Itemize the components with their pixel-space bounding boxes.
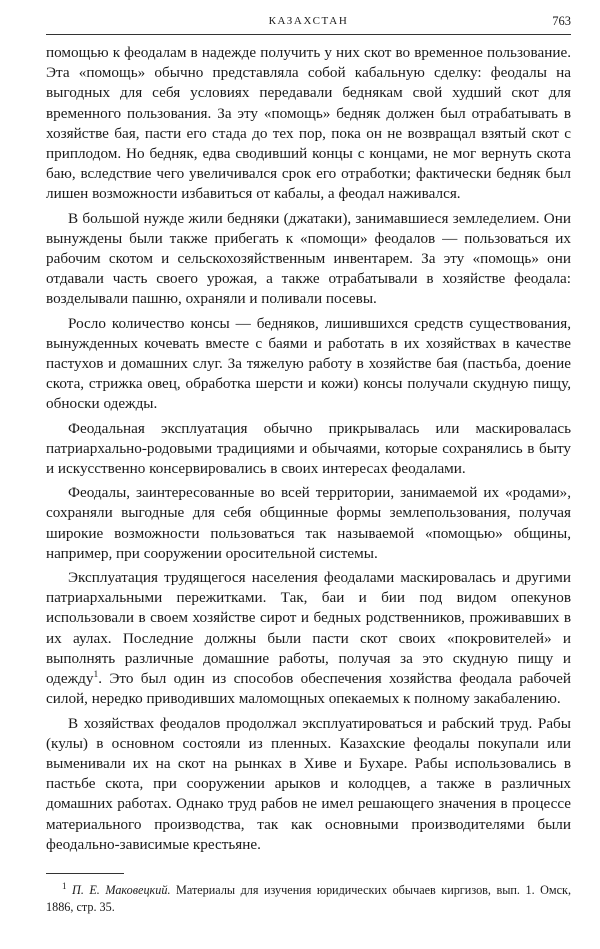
footnote-mark: 1 [62, 880, 67, 891]
paragraph-7: В хозяйствах феодалов продолжал эксплуатироваться и рабский труд. Рабы (кулы) в основном состояли из пленных. Казахские феодалы покупали или выменивали их на скот на рынках в Хиве и Бухаре. Рабы использовались в пастьбе скота, при сооружении арыков и колодцев, а также в различных домашних работах. Однако труд рабов не имел решающего значения в процессе материального производства, так как основными производителями были феодально-зависимые крестьяне. [46, 714, 571, 853]
footnote-text: Материалы для изучения юридических обычаев киргизов, вып. 1. Омск, 1886, стр. 35. [46, 882, 572, 914]
footnote-reference[interactable]: 1 [93, 670, 99, 681]
paragraph-6 [46, 568, 571, 709]
paragraph-4: Феодальная эксплуатация обычно прикрывалась или маскировалась патриархально-родовыми традициями и обычаями, которые сохранялись в быту и искусственно консервировались в своих интересах феодалами. [46, 419, 571, 478]
paragraph-6-text-after: . Это был один из способов обеспечения хозяйства феодала рабочей силой, нередко приводивших маломощных опекаемых к полному закабалению. [46, 670, 571, 708]
paragraph-3: Росло количество консы — бедняков, лишившихся средств существования, вынужденных кочевать вместе с баями и работать в их хозяйствах в качестве пастухов и домашних слуг. За тяжелую работу в хозяйстве бая (пастьба, доение скота, стрижка овец, обработка шерсти и кожи) консы получали скудную пищу, обноски одежды. [46, 314, 571, 413]
paragraph-5: Феодалы, заинтересованные во всей территории, занимаемой их «родами», сохраняли выгодные для себя общинные формы землепользования, получая широкие возможности пользоваться так называемой «помощью» общины, например, при сооружении оросительной системы. [46, 484, 571, 562]
footnote [46, 882, 571, 916]
footnote-author: П. Е. Маковецкий. [72, 882, 171, 897]
book-page [46, 12, 571, 937]
body-text [46, 43, 571, 855]
footnote-divider [46, 873, 124, 874]
running-head [46, 12, 571, 35]
paragraph-2: В большой нужде жили бедняки (джатаки), занимавшиеся земледелием. Они вынуждены были также прибегать к «помощи» феодалов — пользоваться их рабочим скотом и сельскохозяйственным инвентарем. За эту «помощь» они отдавали часть своего урожая, а также отрабатывали в хозяйстве феодала: возделывали пашню, охраняли и поливали посевы. [46, 209, 571, 308]
page-number: 763 [552, 14, 571, 28]
paragraph-1: помощью к феодалам в надежде получить у них скот во временное пользование. Эта «помощь» обычно представляла собой кабальную сделку: феодалы на выгодных для себя условиях передавали беднякам свой худший скот для временного пользования. За эту «помощь» бедняк должен был отрабатывать в хозяйстве бая, пасти его стада до тех пор, пока он не возвращал взятый скот с приплодом. Но бедняк, едва сводивший концы с концами, не мог вернуть скота баю, вследствие чего увеличивался срок его отработки; фактически бедняк был лишен возможности избавиться от кабалы, а феодал наживался. [46, 44, 571, 203]
running-title: КАЗАХСТАН [268, 15, 349, 27]
paragraph-6-text: Эксплуатация трудящегося населения феодалами маскировалась и другими патриархальными пережитками. Так, баи и бии под видом опекунов использовали в своем хозяйстве сирот и бедных родственников, проживавших в их аулах. Последние должны были пасти скот своих «покровителей» и выполнять различные домашние работы, получая за это скудную пищу и одежду [46, 569, 571, 688]
